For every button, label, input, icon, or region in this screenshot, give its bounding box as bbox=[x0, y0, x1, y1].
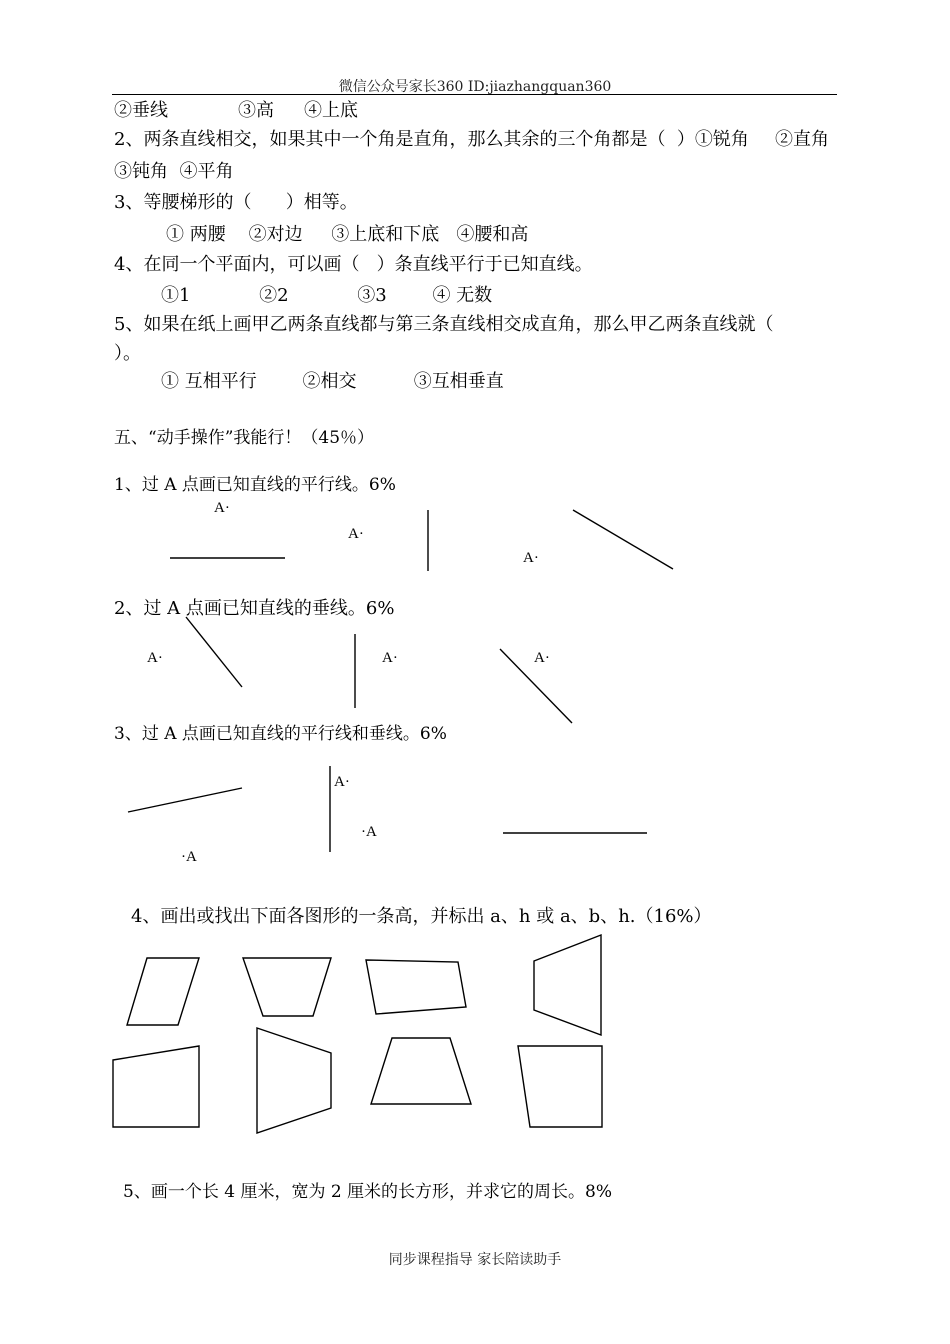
shape-right-trapezoid-2 bbox=[518, 1046, 602, 1127]
p2-line-diagonal-1 bbox=[186, 617, 242, 687]
q3-text: 3、等腰梯形的（ ）相等。 bbox=[114, 192, 358, 213]
q1-option-3: ③高 bbox=[238, 100, 274, 121]
section5-problem1: 1、过 A 点画已知直线的平行线。6% bbox=[114, 475, 396, 495]
shape-right-trapezoid-1 bbox=[113, 1046, 199, 1127]
q5-options: ① 互相平行 ②相交 ③互相垂直 bbox=[161, 371, 504, 392]
shape-parallelogram bbox=[127, 958, 199, 1025]
point-a-2b: A· bbox=[382, 650, 398, 666]
q5-line1: 5、如果在纸上画甲乙两条直线都与第三条直线相交成直角，那么甲乙两条直线就（ bbox=[114, 314, 774, 335]
point-a-1a: A· bbox=[214, 500, 230, 516]
section5-title: 五、“动手操作”我能行！（45％） bbox=[114, 428, 375, 448]
page-header: 微信公众号家长360 ID:jiazhangquan360 bbox=[338, 79, 612, 95]
q1-option-2: ②垂线 bbox=[114, 100, 168, 121]
point-a-2c: A· bbox=[534, 650, 550, 666]
point-a-1b: A· bbox=[348, 526, 364, 542]
section5-problem2: 2、过 A 点画已知直线的垂线。6% bbox=[114, 598, 395, 619]
shape-trapezoid-1 bbox=[243, 958, 331, 1016]
shape-quadrilateral bbox=[366, 960, 466, 1014]
shape-trapezoid-4 bbox=[371, 1038, 471, 1104]
section5-problem4: 4、画出或找出下面各图形的一条高，并标出 a、h 或 a、b、h.（16%） bbox=[131, 906, 712, 927]
q5-line2: ）。 bbox=[114, 343, 141, 364]
point-a-1c: A· bbox=[523, 550, 539, 566]
q4-text: 4、在同一个平面内，可以画（ ）条直线平行于已知直线。 bbox=[114, 254, 593, 275]
p1-line-diagonal bbox=[573, 510, 673, 569]
section5-problem5: 5、画一个长 4 厘米，宽为 2 厘米的长方形，并求它的周长。8% bbox=[123, 1182, 613, 1202]
p3-line-slanted bbox=[128, 788, 242, 812]
shape-trapezoid-2 bbox=[534, 935, 601, 1035]
q2-line1: 2、两条直线相交，如果其中一个角是直角，那么其余的三个角都是（ ）①锐角 bbox=[114, 129, 749, 150]
q3-options: ① 两腰 ②对边 ③上底和下底 ④腰和高 bbox=[166, 224, 529, 245]
q4-options: ①1 ②2 ③3 ④ 无数 bbox=[161, 285, 493, 306]
shape-trapezoid-3 bbox=[257, 1028, 331, 1133]
point-a-3c: ·A bbox=[181, 849, 197, 865]
q1-option-4: ④上底 bbox=[304, 100, 358, 121]
q2-line2: ③钝角 ④平角 bbox=[114, 161, 234, 182]
point-a-3a: A· bbox=[334, 774, 350, 790]
point-a-2a: A· bbox=[147, 650, 163, 666]
page-footer: 同步课程指导 家长陪读助手 bbox=[388, 1252, 562, 1268]
section5-problem3: 3、过 A 点画已知直线的平行线和垂线。6% bbox=[114, 724, 447, 744]
p2-line-diagonal-2 bbox=[500, 649, 572, 723]
point-a-3b: ·A bbox=[361, 824, 377, 840]
q2-line1-option: ②直角 bbox=[775, 129, 829, 150]
